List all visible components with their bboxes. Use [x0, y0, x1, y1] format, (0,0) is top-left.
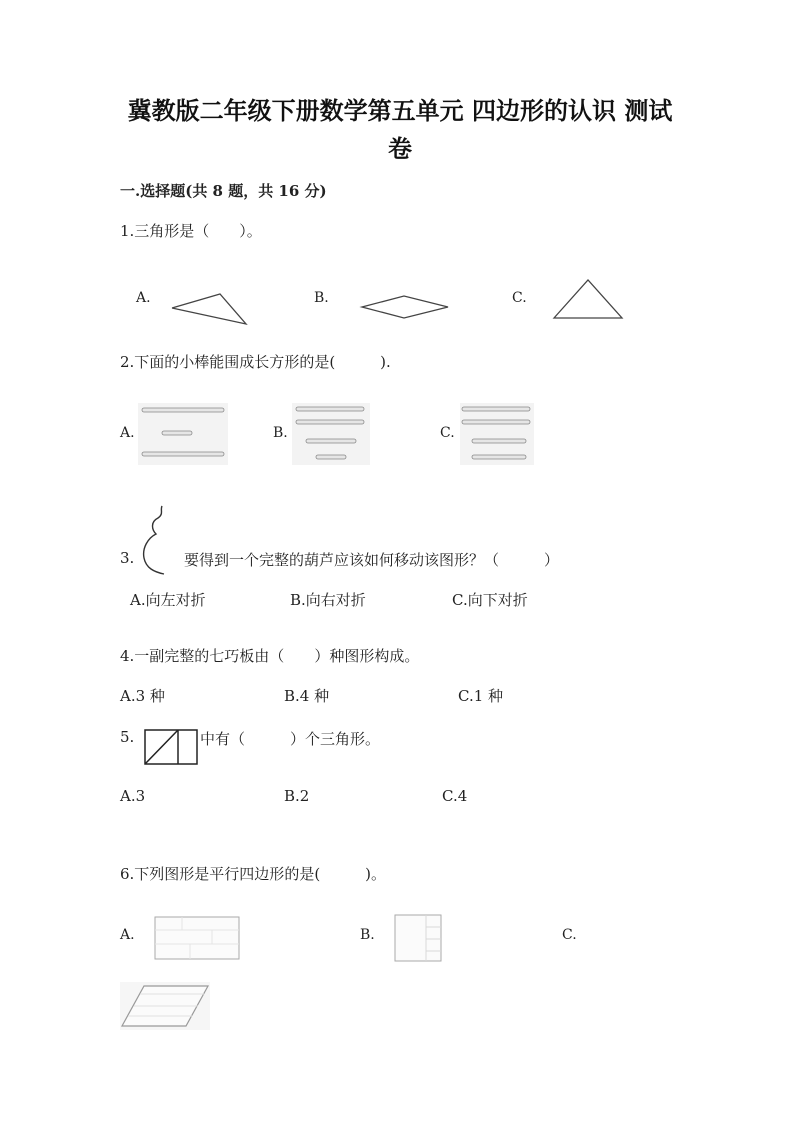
question-1-text: 1.三角形是（ ）。 — [120, 222, 262, 240]
question-6-option-a-label: A. — [120, 927, 135, 943]
section-heading: 一.选择题(共 8 题，共 16 分) — [120, 182, 327, 200]
question-3-text: 要得到一个完整的葫芦应该如何移动该图形？（ ） — [184, 551, 560, 569]
question-4-option-c: C.1 种 — [458, 687, 504, 705]
question-4-option-b: B.4 种 — [284, 687, 330, 705]
question-6-option-c-figure — [120, 982, 210, 1030]
question-5-text: 中有（ ）个三角形。 — [200, 730, 381, 748]
question-6-text: 6.下列图形是平行四边形的是( )。 — [120, 865, 387, 883]
question-6-option-b-figure — [394, 914, 442, 962]
question-4-text: 4.一副完整的七巧板由（ ）种图形构成。 — [120, 647, 420, 665]
question-2-option-c-figure — [460, 403, 534, 465]
page-title: 冀教版二年级下册数学第五单元 四边形的认识 测试卷 — [127, 96, 673, 163]
question-1-option-a-label: A. — [136, 290, 151, 306]
question-6-option-c-label: C. — [562, 927, 577, 943]
question-5-figure — [144, 728, 198, 766]
question-3-option-a: A.向左对折 — [130, 591, 206, 609]
question-2-text: 2.下面的小棒能围成长方形的是( ). — [120, 353, 391, 371]
question-2-option-a-figure — [138, 403, 228, 465]
question-6-option-a-figure — [154, 916, 240, 960]
question-2-option-c-label: C. — [440, 425, 455, 441]
question-1-option-a-figure — [170, 292, 250, 328]
question-1-option-b-label: B. — [314, 290, 329, 306]
question-5-option-b: B.2 — [284, 787, 310, 805]
question-2-option-a-label: A. — [120, 425, 135, 441]
question-1-option-c-figure — [552, 278, 626, 322]
question-1-option-b-figure — [360, 294, 452, 320]
question-6-option-b-label: B. — [360, 927, 375, 943]
gourd-half-figure — [140, 504, 174, 576]
question-2-option-b-label: B. — [273, 425, 288, 441]
question-2-option-b-figure — [292, 403, 370, 465]
question-5-number: 5. — [120, 728, 135, 746]
question-3-option-b: B.向右对折 — [290, 591, 366, 609]
question-3-number: 3. — [120, 549, 135, 567]
question-5-option-c: C.4 — [442, 787, 468, 805]
question-5-option-a: A.3 — [120, 787, 146, 805]
question-3-option-c: C.向下对折 — [452, 591, 528, 609]
question-1-option-c-label: C. — [512, 290, 527, 306]
question-4-option-a: A.3 种 — [120, 687, 165, 705]
